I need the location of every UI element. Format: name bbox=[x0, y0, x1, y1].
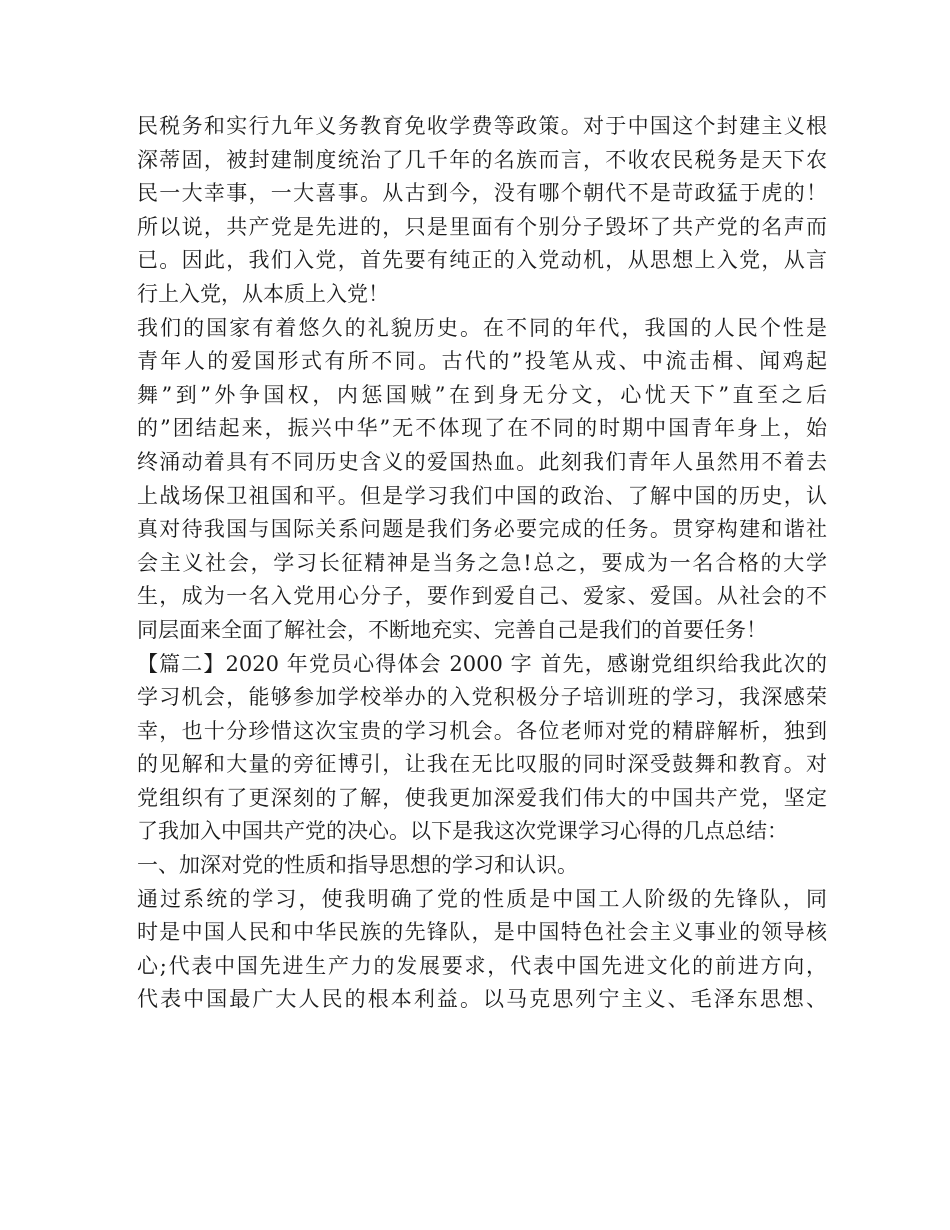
text-line: 代表中国最广大人民的根本利益。以马克思列宁主义、毛泽东思想、 bbox=[137, 987, 827, 1012]
text-line: 青年人的爱国形式有所不同。古代的”投笔从戎、中流击楫、闻鸡起 bbox=[137, 349, 827, 374]
text-line: 民一大幸事，一大喜事。从古到今，没有哪个朝代不是苛政猛于虎的！ bbox=[137, 181, 827, 206]
text-line: 一、加深对党的性质和指导思想的学习和认识。 bbox=[137, 853, 578, 878]
text-line: 幸，也十分珍惜这次宝贵的学习机会。各位老师对党的精辟解析，独到 bbox=[137, 718, 827, 743]
document-body-text bbox=[137, 110, 827, 1017]
text-line: 的”团结起来，振兴中华”无不体现了在不同的时期中国青年身上，始 bbox=[137, 416, 827, 441]
text-line: 学习机会，能够参加学校举办的入党积极分子培训班的学习，我深感荣 bbox=[137, 685, 827, 710]
text-line: 终涌动着具有不同历史含义的爱国热血。此刻我们青年人虽然用不着去 bbox=[137, 449, 827, 474]
text-line: 时是中国人民和中华民族的先锋队，是中国特色社会主义事业的领导核 bbox=[137, 920, 827, 945]
text-line: 行上入党，从本质上入党！ bbox=[137, 281, 389, 306]
text-line: 我们的国家有着悠久的礼貌历史。在不同的年代，我国的人民个性是 bbox=[137, 315, 827, 340]
text-line: 会主义社会，学习长征精神是当务之急!总之，要成为一名合格的大学 bbox=[137, 550, 827, 575]
text-line: 党组织有了更深刻的了解，使我更加深爱我们伟大的中国共产党，坚定 bbox=[137, 785, 827, 810]
text-line: 的见解和大量的旁征博引，让我在无比叹服的同时深受鼓舞和教育。对 bbox=[137, 752, 827, 777]
text-line: 真对待我国与国际关系问题是我们务必要完成的任务。贯穿构建和谐社 bbox=[137, 517, 827, 542]
text-line: 深蒂固，被封建制度统治了几千年的名族而言，不收农民税务是天下农 bbox=[137, 147, 827, 172]
text-line: 了我加入中国共产党的决心。以下是我这次党课学习心得的几点总结： bbox=[137, 819, 788, 844]
text-line: 生，成为一名入党用心分子，要作到爱自己、爱家、爱国。从社会的不 bbox=[137, 584, 827, 609]
text-line: 通过系统的学习，使我明确了党的性质是中国工人阶级的先锋队，同 bbox=[137, 886, 827, 911]
text-line: 【篇二】2020 年党员心得体会 2000 字 首先，感谢党组织给我此次的 bbox=[137, 651, 827, 676]
text-line: 心;代表中国先进生产力的发展要求，代表中国先进文化的前进方向， bbox=[137, 953, 827, 978]
text-line: 已。因此，我们入党，首先要有纯正的入党动机，从思想上入党，从言 bbox=[137, 248, 827, 273]
text-line: 上战场保卫祖国和平。但是学习我们中国的政治、了解中国的历史，认 bbox=[137, 483, 827, 508]
text-line: 所以说，共产党是先进的，只是里面有个别分子毁坏了共产党的名声而 bbox=[137, 214, 827, 239]
text-line: 舞”到”外争国权，内惩国贼”在到身无分文，心忧天下”直至之后 bbox=[137, 382, 827, 407]
text-line: 民税务和实行九年义务教育免收学费等政策。对于中国这个封建主义根 bbox=[137, 114, 827, 138]
text-line: 同层面来全面了解社会，不断地充实、完善自己是我们的首要任务！ bbox=[137, 617, 767, 642]
